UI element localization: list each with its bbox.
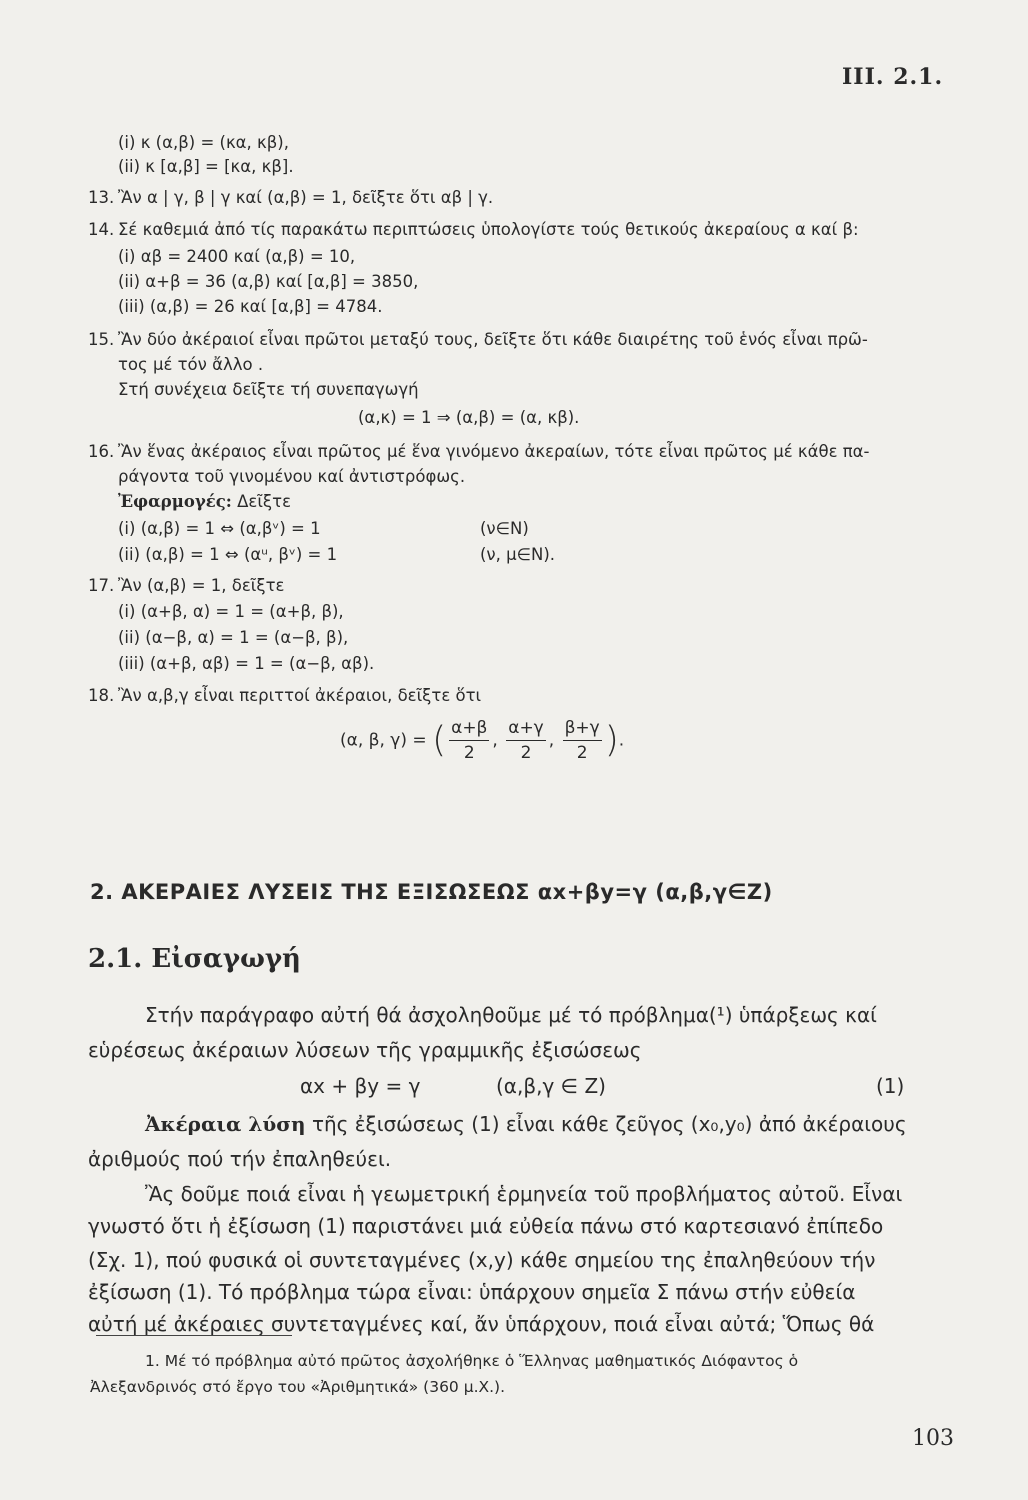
prev-item-ii: (ii) κ [α,β] = [κα, κβ]. <box>118 157 294 176</box>
formula-lhs: (α, β, γ) = <box>340 730 427 751</box>
applications-text: Δεῖξτε <box>237 492 291 511</box>
paragraph-2-line-5: αὐτή μέ ἀκέραιες συντεταγμένες καί, ἄν ὑπάρχουν, ποιά εἶναι αὐτά; Ὅπως θά <box>88 1312 875 1336</box>
definition-line-1 <box>145 1112 907 1136</box>
prev-item-i: (i) κ (α,β) = (κα, κβ), <box>118 133 289 152</box>
fraction-1 <box>449 716 489 765</box>
equation-1-label: (1) <box>876 1074 905 1098</box>
exercise-17-item-ii: (ii) (α−β, α) = 1 = (α−β, β), <box>118 628 349 647</box>
exercise-number: 16. <box>88 442 115 461</box>
exercise-16-item-i-condition: (ν∈N) <box>480 519 529 538</box>
exercise-14-item-iii: (iii) (α,β) = 26 καί [α,β] = 4784. <box>118 297 383 316</box>
applications-label: Ἐφαρμογές: <box>118 492 232 511</box>
subsection-heading: 2.1. Εἰσαγωγή <box>88 944 301 974</box>
exercise-16-line-2: ράγοντα τοῦ γινομένου καί ἀντιστρόφως. <box>118 467 466 486</box>
paragraph-2-line-4: ἐξίσωση (1). Τό πρόβλημα τώρα εἶναι: ὑπάρχουν σημεῖα Σ πάνω στήν εὐθεία <box>88 1280 856 1304</box>
intro-line-1: Στήν παράγραφο αὐτή θά ἀσχοληθοῦμε μέ τό πρόβλημα(¹) ὑπάρξεως καί <box>145 1003 877 1027</box>
exercise-16-item-i: (i) (α,β) = 1 ⇔ (α,βᵛ) = 1 <box>118 519 321 538</box>
exercise-17-item-i: (i) (α+β, α) = 1 = (α+β, β), <box>118 602 344 621</box>
paragraph-2-line-2: γνωστό ὅτι ἡ ἐξίσωση (1) παριστάνει μιά εὐθεία πάνω στό καρτεσιανό ἐπίπεδο <box>88 1214 884 1238</box>
page-number: 103 <box>912 1426 954 1451</box>
exercise-18 <box>88 684 481 708</box>
exercise-number: 17. <box>88 576 115 595</box>
exercise-14-item-ii: (ii) α+β = 36 (α,β) καί [α,β] = 3850, <box>118 272 419 291</box>
fraction-numerator: α+γ <box>506 716 546 741</box>
exercise-number: 13. <box>88 188 115 207</box>
footnote-line-2: Ἀλεξανδρινός στό ἔργο του «Ἀριθμητικά» (360 μ.Χ.). <box>90 1378 506 1396</box>
exercise-text: Ἂν α,β,γ εἶναι περιττοί ἀκέραιοι, δεῖξτε ὅτι <box>118 686 482 705</box>
intro-line-2: εὑρέσεως ἀκέραιων λύσεων τῆς γραμμικῆς ἐξισώσεως <box>88 1038 642 1062</box>
exercise-number: 15. <box>88 330 115 349</box>
left-paren: ( <box>432 719 447 761</box>
equation-1-condition: (α,β,γ ∈ Z) <box>496 1074 606 1098</box>
fraction-denominator: 2 <box>463 743 475 763</box>
exercise-17 <box>88 574 284 598</box>
fraction-3 <box>563 716 602 765</box>
exercise-number: 14. <box>88 220 115 239</box>
exercise-text: Ἂν α | γ, β | γ καί (α,β) = 1, δεῖξτε ὅτι αβ | γ. <box>118 188 494 207</box>
equation-1: αx + βy = γ <box>300 1074 421 1098</box>
fraction-numerator: α+β <box>449 716 489 741</box>
exercise-15-line-2: τος μέ τόν ἄλλο . <box>118 355 264 374</box>
fraction-denominator: 2 <box>520 743 532 763</box>
paragraph-2-line-1: Ἂς δοῦμε ποιά εἶναι ἡ γεωμετρική ἑρμηνεία τοῦ προβλήματος αὐτοῦ. Εἶναι <box>145 1182 903 1206</box>
exercise-15 <box>88 328 868 352</box>
exercise-15-formula: (α,κ) = 1 ⇒ (α,β) = (α, κβ). <box>358 408 580 427</box>
exercise-16-item-ii: (ii) (α,β) = 1 ⇔ (αᵘ, βᵛ) = 1 <box>118 545 338 564</box>
fraction-2 <box>506 716 546 765</box>
exercise-15-line-3: Στή συνέχεια δεῖξτε τή συνεπαγωγή <box>118 380 419 399</box>
exercise-16-item-ii-condition: (ν, μ∈N). <box>480 545 556 564</box>
exercise-13 <box>88 186 493 210</box>
exercise-number: 18. <box>88 686 115 705</box>
exercise-text: Ἂν δύο ἀκέραιοί εἶναι πρῶτοι μεταξύ τους, δεῖξτε ὅτι κάθε διαιρέτης τοῦ ἑνός εἶναι πρῶ- <box>118 330 868 349</box>
paragraph-2-line-3: (Σχ. 1), πού φυσικά οἱ συντεταγμένες (x,y) κάθε σημείου της ἐπαληθεύουν τήν <box>88 1248 876 1272</box>
exercise-17-item-iii: (iii) (α+β, αβ) = 1 = (α−β, αβ). <box>118 654 375 673</box>
exercise-text: Σέ καθεμιά ἀπό τίς παρακάτω περιπτώσεις ὑπολογίστε τούς θετικούς ἀκεραίους α καί β: <box>118 220 859 239</box>
exercise-text: Ἂν (α,β) = 1, δεῖξτε <box>118 576 285 595</box>
footnote-rule <box>96 1335 292 1336</box>
definition-text: τῆς ἐξισώσεως (1) εἶναι κάθε ζεῦγος (x₀,y₀) ἀπό ἀκέραιους <box>311 1112 907 1136</box>
definition-line-2: ἀριθμούς πού τήν ἐπαληθεύει. <box>88 1147 392 1171</box>
fraction-numerator: β+γ <box>563 716 602 741</box>
exercise-text: Ἂν ἕνας ἀκέραιος εἶναι πρῶτος μέ ἕνα γινόμενο ἀκεραίων, τότε εἶναι πρῶτος μέ κάθε πα- <box>118 442 870 461</box>
exercise-14 <box>88 218 859 242</box>
footnote-line-1: 1. Μέ τό πρόβλημα αὐτό πρῶτος ἀσχολήθηκε ὁ Ἕλληνας μαθηματικός Διόφαντος ὁ <box>145 1352 799 1370</box>
exercise-14-item-i: (i) αβ = 2400 καί (α,β) = 10, <box>118 247 356 266</box>
section-heading: 2. ΑΚΕΡΑΙΕΣ ΛΥΣΕΙΣ ΤΗΣ ΕΞΙΣΩΣΕΩΣ αx+βy=γ (α,β,γ∈Z) <box>90 880 773 904</box>
exercise-16 <box>88 440 870 464</box>
exercise-18-formula: (α, β, γ) = ( $\frac{\alpha+\beta}{2}$ , $\frac{\alpha+\gamma}{2}$ , $\frac{\beta+\gamma}{2}$ ). <box>340 718 625 763</box>
exercise-16-applications <box>118 490 291 514</box>
running-header: III. 2.1. <box>842 64 944 90</box>
definition-term: Ἀκέραια λύση <box>145 1112 306 1136</box>
right-paren: ) <box>604 719 619 761</box>
fraction-denominator: 2 <box>576 743 588 763</box>
